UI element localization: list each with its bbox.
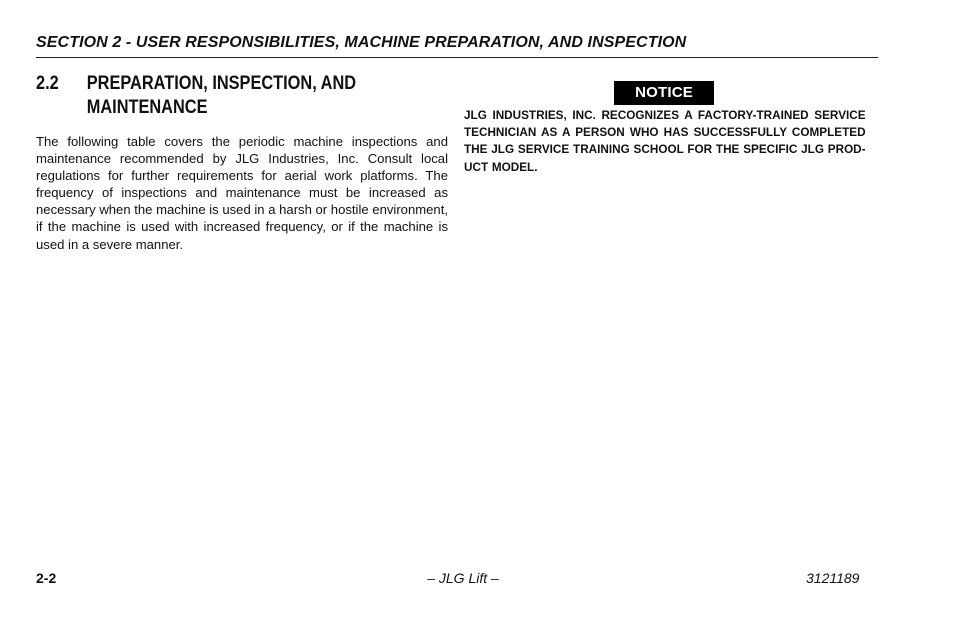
document-number: 3121189	[806, 570, 860, 586]
section-header: SECTION 2 - USER RESPONSIBILITIES, MACHINE PREPARATION, AND INSPECTION	[36, 34, 687, 51]
footer-center-text: – JLG Lift –	[427, 570, 499, 586]
page-number: 2-2	[36, 570, 57, 586]
section-body-text: The following table covers the periodic machine inspections and maintenance recommended by JLG Industries, Inc. Consult local regulations for further requirements for aerial work platforms. The frequency of inspections and maintenance must be increased as necessary when the machine is used in a harsh or hostile environment, if the machine is used with increased frequency, or if the machine is used in a severe manner.	[36, 134, 448, 252]
notice-text: JLG INDUSTRIES, INC. RECOGNIZES A FACTORY-TRAINED SERVICE TECHNICIAN AS A PERSON WHO HAS SUCCESSFULLY COMPLETED THE JLG SERVICE TRAINING SCHOOL FOR THE SPECIFIC JLG PRODUCT MODEL.	[464, 108, 866, 174]
notice-badge: NOTICE	[614, 81, 714, 105]
section-title: PREPARATION, INSPECTION, AND MAINTENANCE	[86, 73, 357, 118]
header-rule	[36, 57, 878, 58]
section-number: 2.2	[36, 73, 59, 94]
